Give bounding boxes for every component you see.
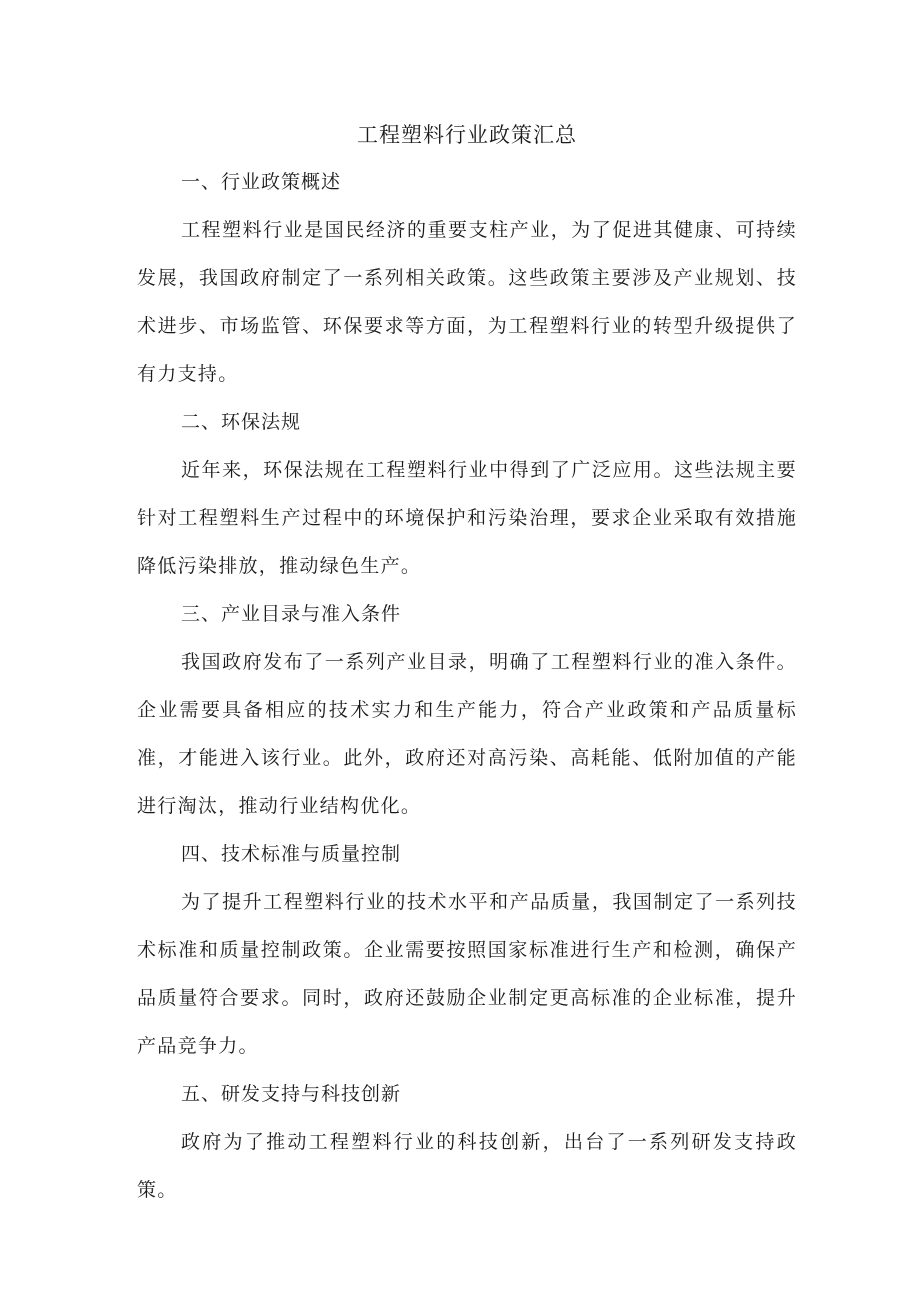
section-paragraph: 我国政府发布了一系列产业目录，明确了工程塑料行业的准入条件。企业需要具备相应的技术实力和生产能力，符合产业政策和产品质量标准，才能进入该行业。此外，政府还对高污染、高耗能、低附加值的产能进行淘汰，推动行业结构优化。 xyxy=(137,651,797,817)
document-page xyxy=(137,112,797,1214)
section-heading: 五、研发支持与科技创新 xyxy=(181,1083,402,1105)
section-paragraph: 为了提升工程塑料行业的技术水平和产品质量，我国制定了一系列技术标准和质量控制政策。企业需要按照国家标准进行生产和检测，确保产品质量符合要求。同时，政府还鼓励企业制定更高标准的企业标准，提升产品竞争力。 xyxy=(137,891,797,1057)
section-rd-support xyxy=(137,1070,797,1214)
section-overview xyxy=(137,158,797,398)
section-heading: 二、环保法规 xyxy=(181,411,302,433)
section-paragraph: 近年来，环保法规在工程塑料行业中得到了广泛应用。这些法规主要针对工程塑料生产过程中的环境保护和污染治理，要求企业采取有效措施降低污染排放，推动绿色生产。 xyxy=(137,459,797,577)
section-paragraph: 工程塑料行业是国民经济的重要支柱产业，为了促进其健康、可持续发展，我国政府制定了一系列相关政策。这些政策主要涉及产业规划、技术进步、市场监管、环保要求等方面，为工程塑料行业的转型升级提供了有力支持。 xyxy=(137,219,797,385)
section-heading: 三、产业目录与准入条件 xyxy=(181,603,402,625)
section-technical-standards xyxy=(137,830,797,1070)
section-paragraph: 政府为了推动工程塑料行业的科技创新，出台了一系列研发支持政策。 xyxy=(137,1131,797,1201)
section-industry-catalog xyxy=(137,590,797,830)
section-heading: 一、行业政策概述 xyxy=(181,171,342,193)
section-heading: 四、技术标准与质量控制 xyxy=(181,843,402,865)
document-title: 工程塑料行业政策汇总 xyxy=(357,123,577,147)
section-environmental-regulations xyxy=(137,398,797,590)
